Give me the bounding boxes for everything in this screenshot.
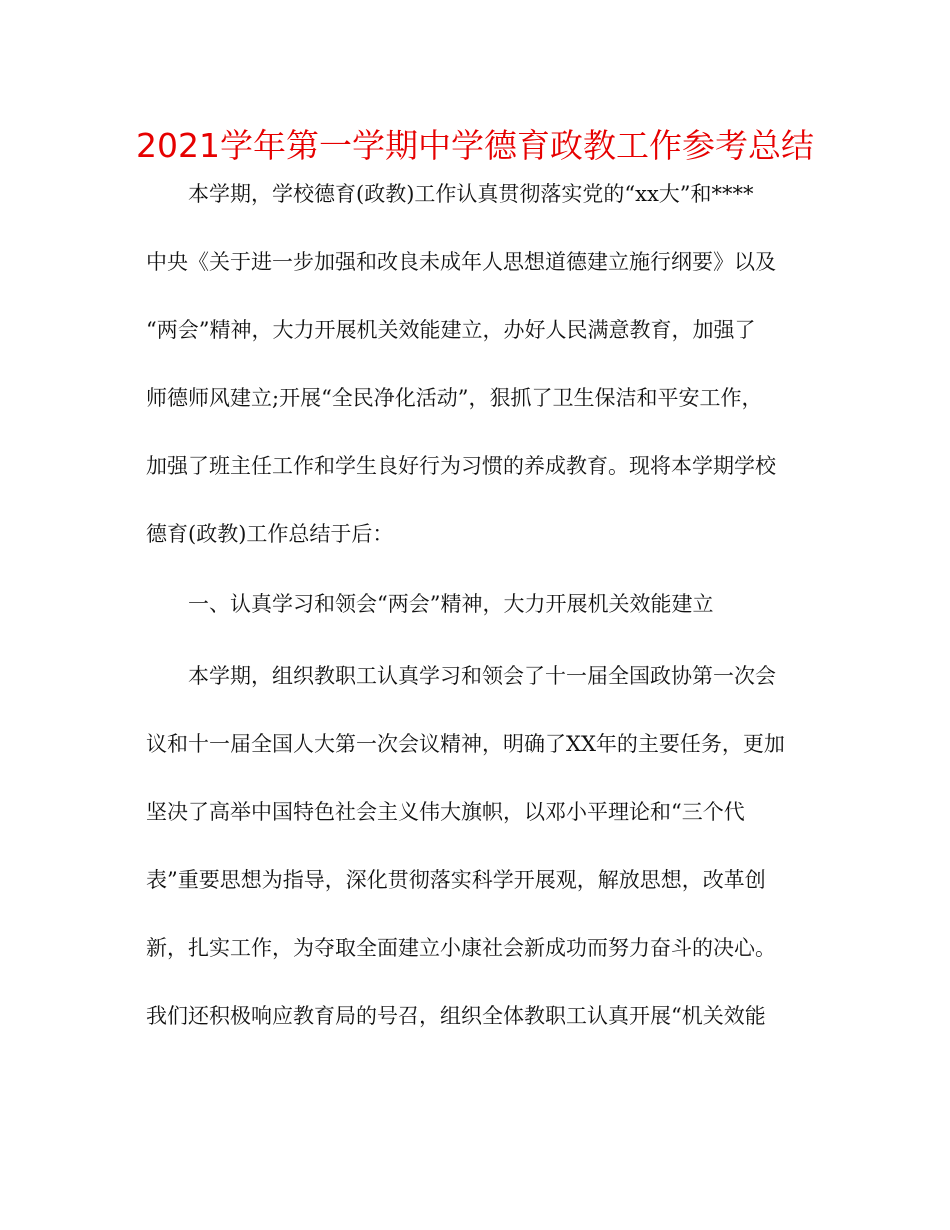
paragraph-line: 中央《关于进一步加强和改良未成年人思想道德建立施行纲要》以及 [146, 250, 776, 274]
paragraph-line: 议和十一届全国人大第一次会议精神，明确了XX年的主要任务，更加 [146, 732, 785, 756]
paragraph-line: 本学期，组织教职工认真学习和领会了十一届全国政协第一次会 [188, 664, 776, 688]
paragraph-line: 加强了班主任工作和学生良好行为习惯的养成教育。现将本学期学校 [146, 454, 776, 478]
paragraph-line: “两会”精神，大力开展机关效能建立，办好人民满意教育，加强了 [146, 318, 756, 342]
section-heading: 一、认真学习和领会“两会”精神，大力开展机关效能建立 [188, 592, 714, 616]
paragraph-line: 师德师风建立;开展“全民净化活动”，狠抓了卫生保洁和平安工作， [146, 386, 763, 410]
paragraph-line: 本学期，学校德育(政教)工作认真贯彻落实党的“xx大”和**** [188, 182, 754, 206]
paragraph-line: 新，扎实工作，为夺取全面建立小康社会新成功而努力奋斗的决心。 [146, 936, 776, 960]
paragraph-line: 表”重要思想为指导，深化贯彻落实科学开展观，解放思想，改革创 [146, 868, 766, 892]
paragraph-line: 坚决了高举中国特色社会主义伟大旗帜，以邓小平理论和“三个代 [146, 800, 745, 824]
paragraph-line: 我们还积极响应教育局的号召，组织全体教职工认真开展“机关效能 [146, 1004, 766, 1028]
paragraph-line: 德育(政教)工作总结于后： [146, 522, 394, 546]
document-title: 2021学年第一学期中学德育政教工作参考总结 [136, 126, 814, 165]
